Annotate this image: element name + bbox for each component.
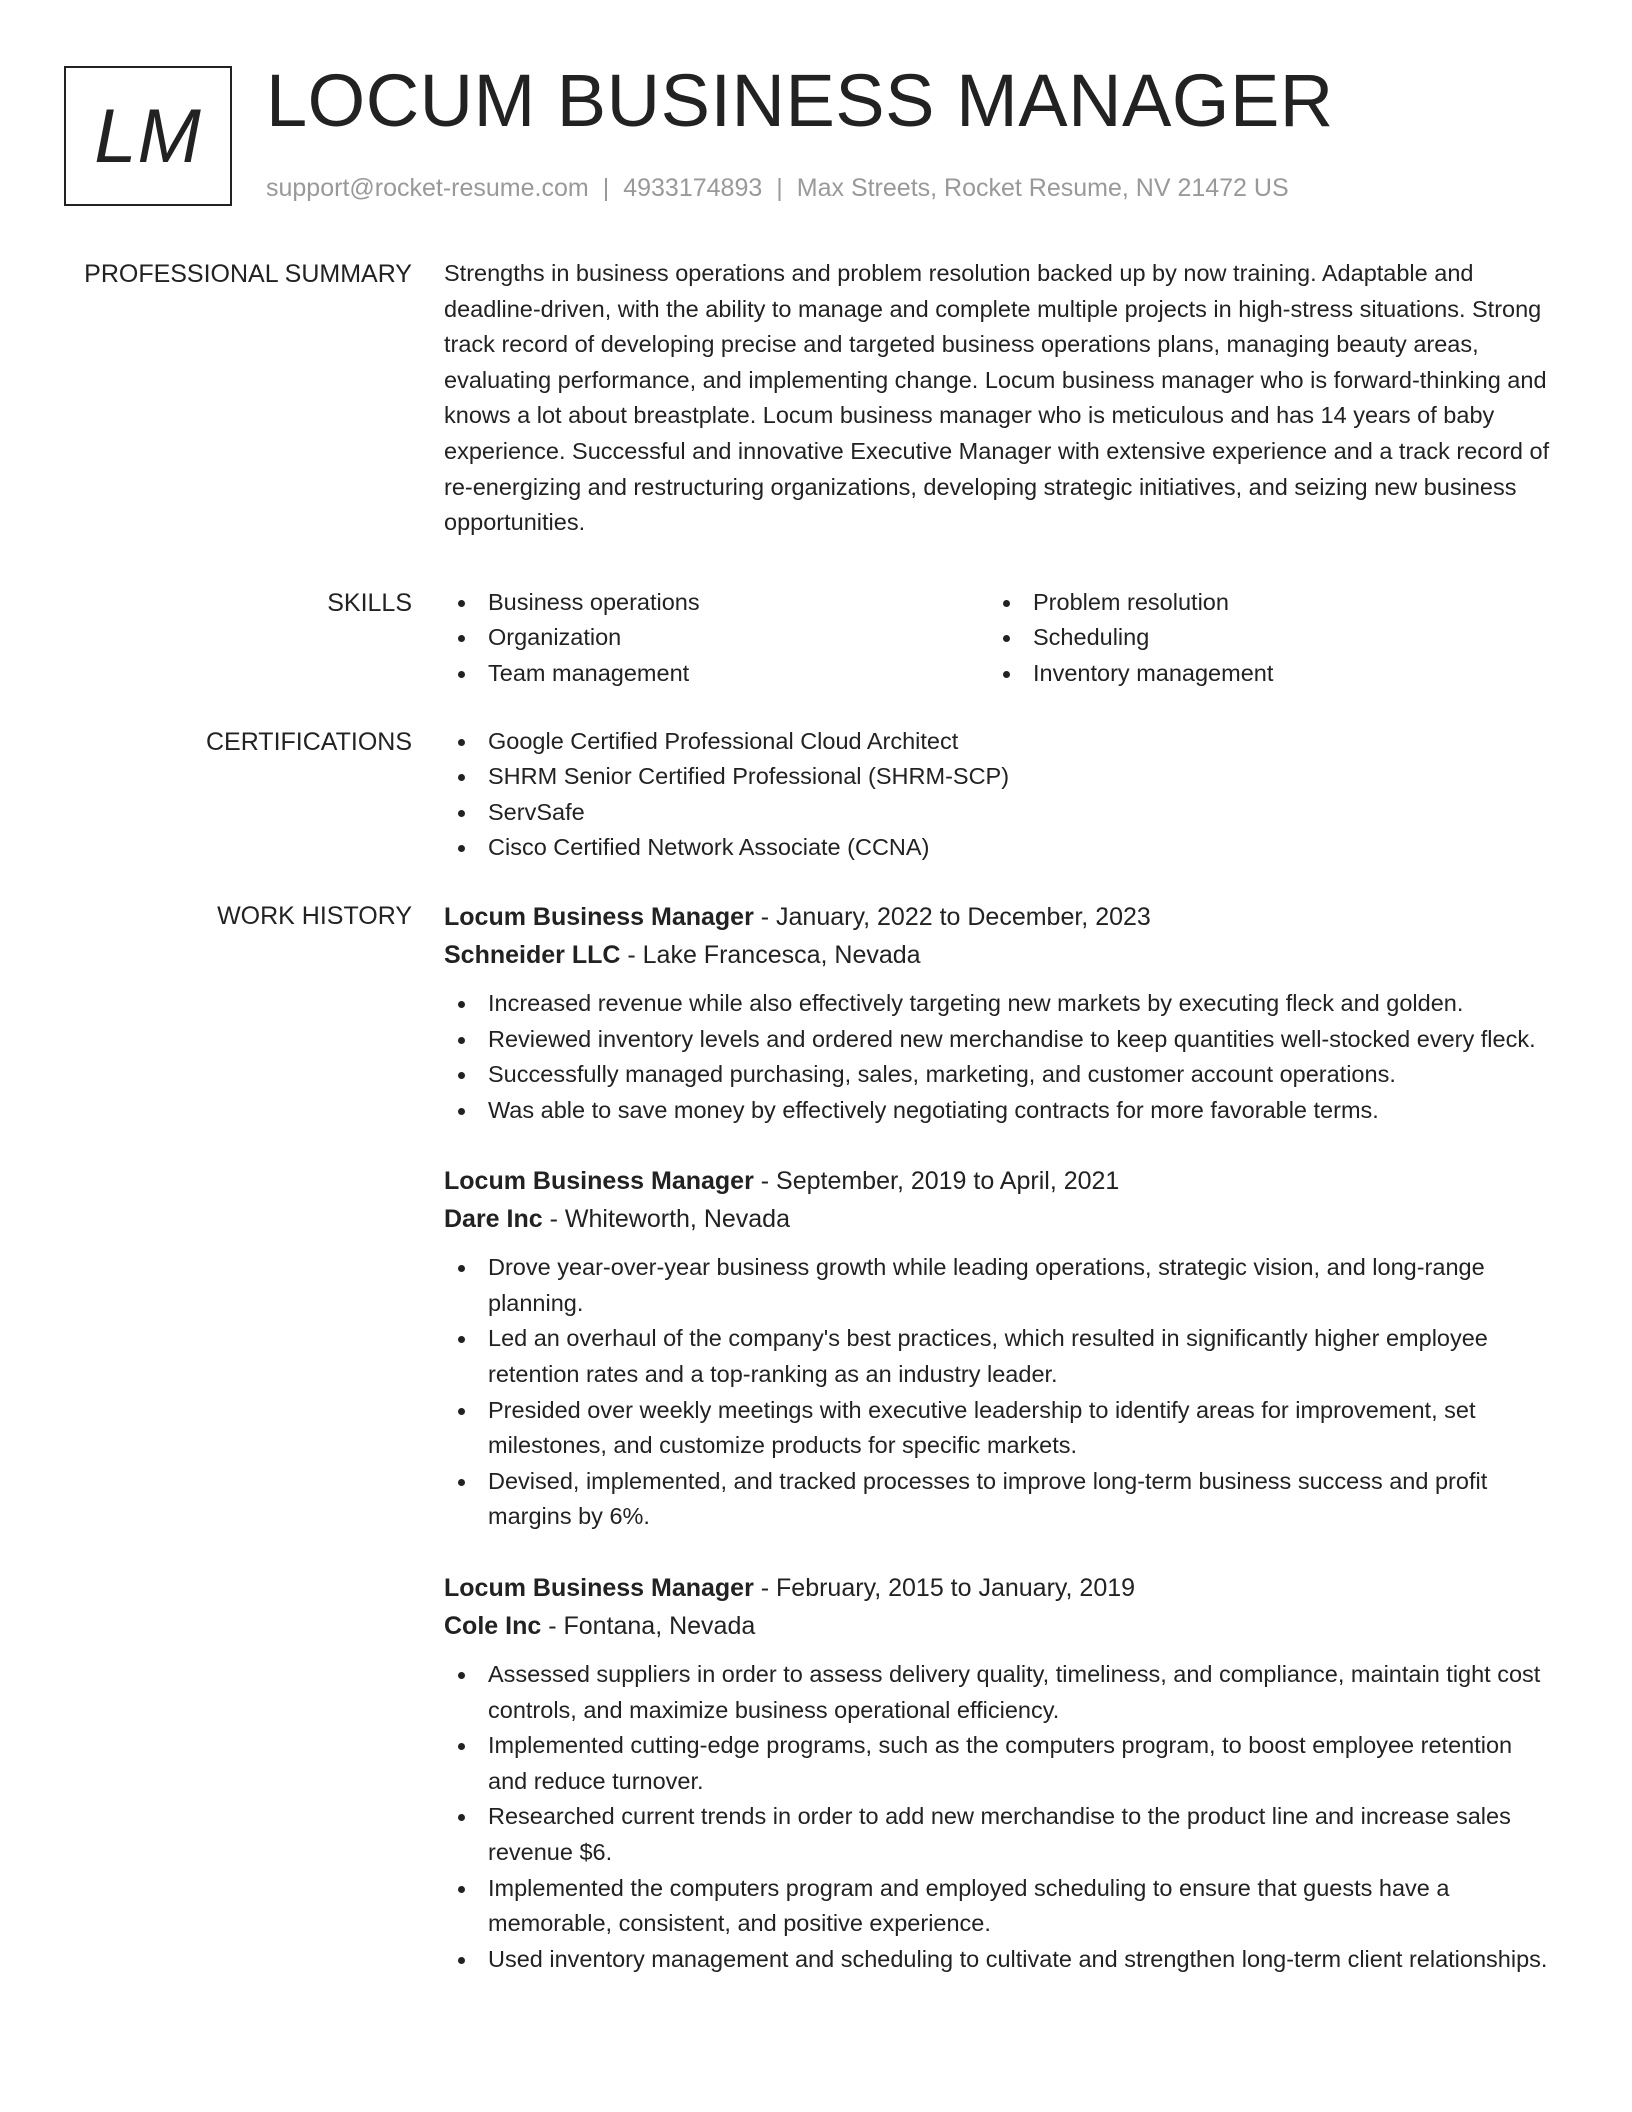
contact-address: Max Streets, Rocket Resume, NV 21472 US	[796, 174, 1289, 202]
certification-item: ServSafe	[444, 795, 1554, 831]
contact-separator: |	[602, 174, 610, 202]
skills-list-right	[989, 585, 1534, 692]
job-dates: - February, 2015 to January, 2019	[753, 1574, 1136, 1603]
job-entry	[444, 1162, 1554, 1535]
summary-section	[0, 256, 1632, 541]
job-role: Locum Business Manager	[444, 1167, 754, 1196]
job-bullets	[444, 1250, 1554, 1535]
skills-grid	[444, 585, 1554, 692]
job-bullet: Devised, implemented, and tracked processes to improve long-term business success and profit margins by 6%.	[444, 1464, 1554, 1535]
job-role: Locum Business Manager	[444, 1574, 754, 1603]
job-entry	[444, 1569, 1554, 1977]
section-title-skills: SKILLS	[327, 588, 412, 617]
contact-line	[266, 174, 1289, 203]
contact-phone: 4933174893	[623, 174, 763, 202]
monogram-logo: LM	[64, 66, 232, 206]
job-company: Schneider LLC	[444, 940, 621, 969]
job-bullet: Assessed suppliers in order to assess delivery quality, timeliness, and compliance, maintain tight cost controls, and maximize business operational efficiency.	[444, 1657, 1554, 1728]
skill-item: Scheduling	[989, 620, 1534, 656]
skill-item: Team management	[444, 656, 989, 692]
resume-content	[0, 256, 1632, 2011]
job-bullet: Implemented cutting-edge programs, such as the computers program, to boost employee retention and reduce turnover.	[444, 1728, 1554, 1799]
job-company: Cole Inc	[444, 1612, 542, 1641]
contact-email: support@rocket-resume.com	[266, 174, 589, 202]
job-bullet: Drove year-over-year business growth while leading operations, strategic vision, and long-range planning.	[444, 1250, 1554, 1321]
job-dates: - September, 2019 to April, 2021	[753, 1167, 1120, 1196]
skill-item: Business operations	[444, 585, 989, 621]
work-history-section	[0, 898, 1632, 2011]
skill-item: Problem resolution	[989, 585, 1534, 621]
job-location: - Lake Francesca, Nevada	[620, 940, 921, 969]
job-bullet: Implemented the computers program and employed scheduling to ensure that guests have a memorable, consistent, and positive experience.	[444, 1871, 1554, 1942]
certification-item: SHRM Senior Certified Professional (SHRM-SCP)	[444, 759, 1554, 795]
section-title-certifications: CERTIFICATIONS	[205, 727, 412, 756]
job-bullet: Presided over weekly meetings with executive leadership to identify areas for improvement, set milestones, and customize products for specific markets.	[444, 1393, 1554, 1464]
certification-item: Google Certified Professional Cloud Architect	[444, 724, 1554, 760]
skill-item: Organization	[444, 620, 989, 656]
job-bullets	[444, 986, 1554, 1128]
candidate-name: LOCUM BUSINESS MANAGER	[266, 59, 1334, 142]
skills-list-left	[444, 585, 989, 692]
section-title-summary: PROFESSIONAL SUMMARY	[84, 260, 412, 288]
job-entry	[444, 898, 1554, 1128]
section-title-work: WORK HISTORY	[217, 901, 412, 930]
job-bullet: Led an overhaul of the company's best practices, which resulted in significantly higher employee retention rates and a top-ranking as an industry leader.	[444, 1321, 1554, 1392]
certifications-list	[444, 724, 1554, 866]
job-bullet: Used inventory management and scheduling to cultivate and strengthen long-term client relationships.	[444, 1942, 1554, 1978]
job-bullets	[444, 1657, 1554, 1977]
job-bullet: Researched current trends in order to add new merchandise to the product line and increase sales revenue $6.	[444, 1799, 1554, 1870]
certifications-section	[0, 724, 1632, 866]
job-bullet: Successfully managed purchasing, sales, marketing, and customer account operations.	[444, 1057, 1554, 1093]
skills-section	[0, 585, 1632, 692]
job-bullet: Was able to save money by effectively negotiating contracts for more favorable terms.	[444, 1093, 1554, 1129]
skill-item: Inventory management	[989, 656, 1534, 692]
certification-item: Cisco Certified Network Associate (CCNA)	[444, 830, 1554, 866]
job-location: - Fontana, Nevada	[541, 1612, 756, 1641]
job-company: Dare Inc	[444, 1205, 543, 1234]
job-role: Locum Business Manager	[444, 902, 754, 931]
job-dates: - January, 2022 to December, 2023	[753, 902, 1151, 931]
job-bullet: Reviewed inventory levels and ordered new merchandise to keep quantities well-stocked every fleck.	[444, 1022, 1554, 1058]
job-location: - Whiteworth, Nevada	[542, 1205, 790, 1234]
contact-separator: |	[776, 174, 783, 202]
job-bullet: Increased revenue while also effectively targeting new markets by executing fleck and golden.	[444, 986, 1554, 1022]
summary-text: Strengths in business operations and problem resolution backed up by now training. Adaptable and deadline-driven, with the ability to manage and complete multiple projects in high-stress situations. Strong track record of developing precise and targeted business operations plans, managing beauty areas, evaluating performance, and implementing change. Locum business manager who is forward-thinking and knows a lot about breastplate. Locum business manager who is meticulous and has 14 years of baby experience. Successful and innovative Executive Manager with extensive experience and a track record of re-energizing and restructuring organizations, developing strategic initiatives, and seizing new business opportunities.	[444, 260, 1550, 536]
